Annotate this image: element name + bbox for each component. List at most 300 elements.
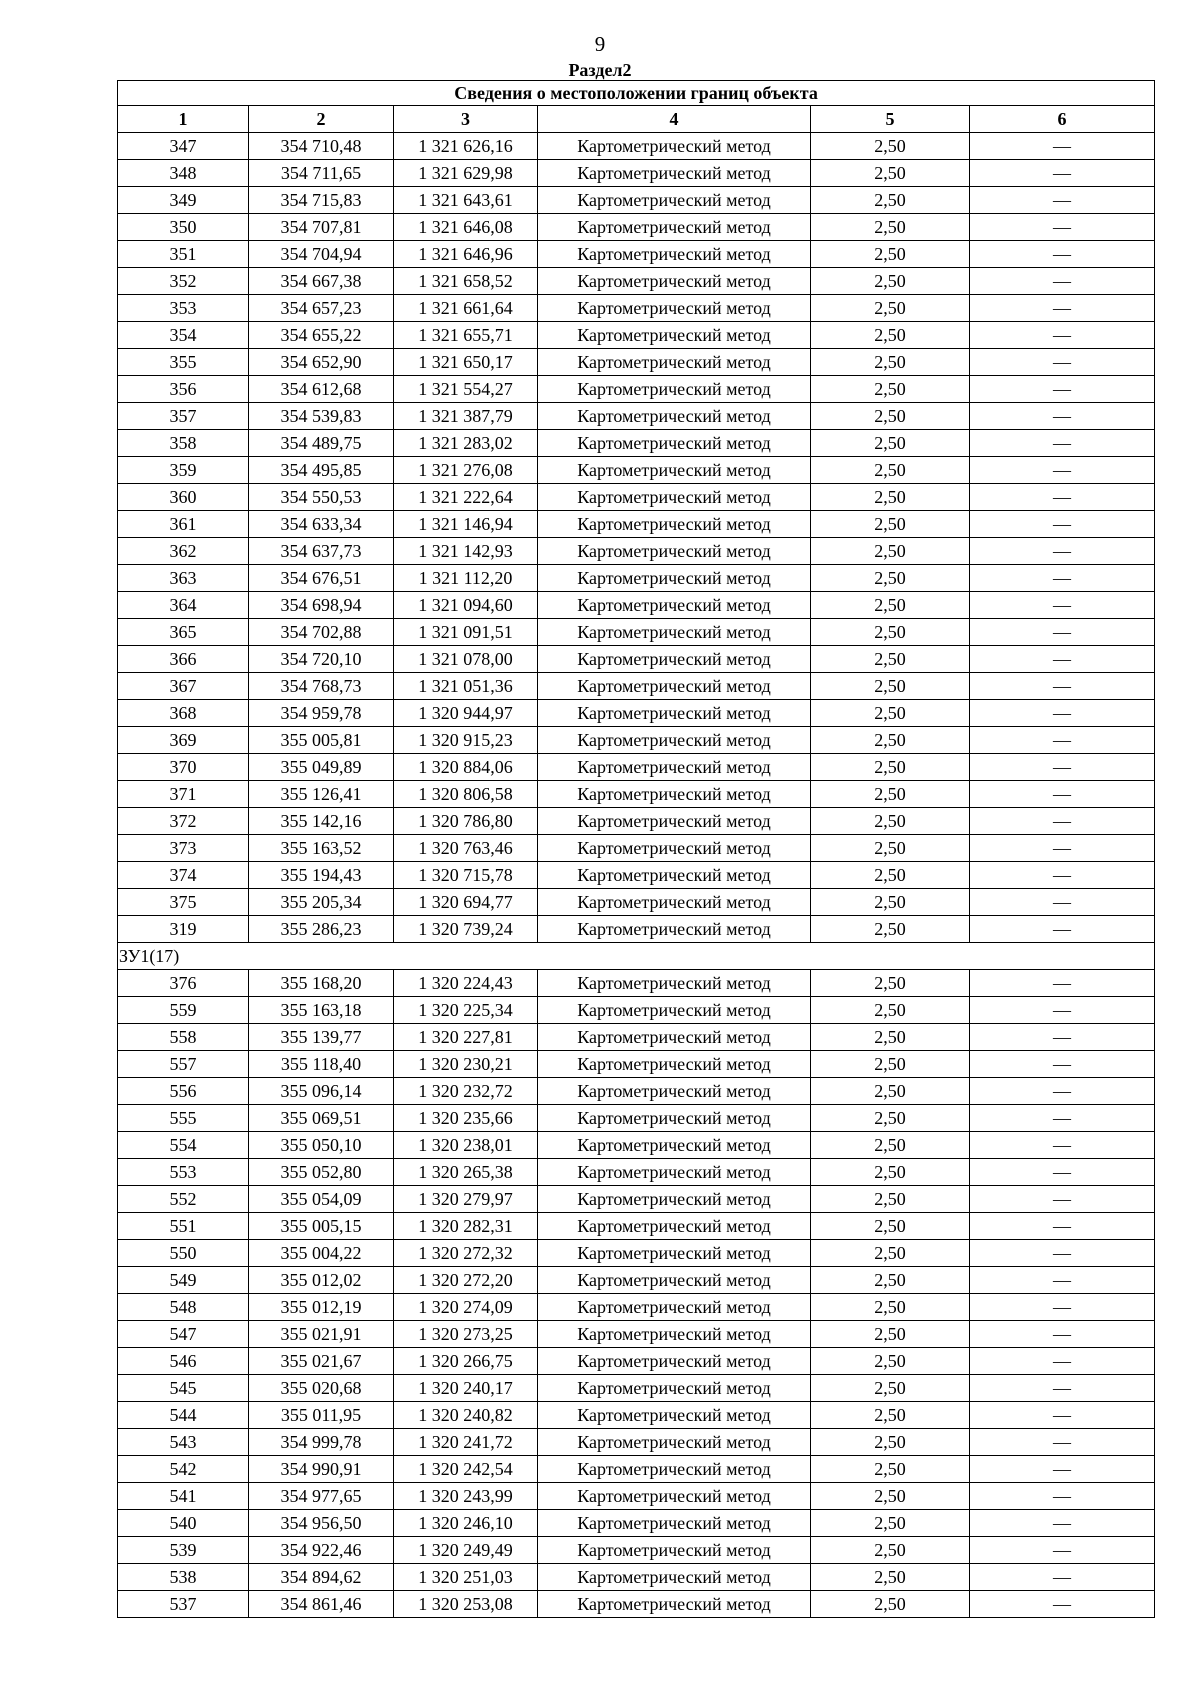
table-row bbox=[118, 484, 1155, 511]
point-number-cell: 557 bbox=[118, 1051, 249, 1078]
description-cell: — bbox=[970, 1078, 1155, 1105]
description-cell: — bbox=[970, 619, 1155, 646]
accuracy-cell: 2,50 bbox=[811, 295, 970, 322]
point-number-cell: 371 bbox=[118, 781, 249, 808]
description-cell: — bbox=[970, 1051, 1155, 1078]
x-coordinate-cell: 354 652,90 bbox=[249, 349, 394, 376]
table-row bbox=[118, 1078, 1155, 1105]
table-row bbox=[118, 889, 1155, 916]
x-coordinate-cell: 355 011,95 bbox=[249, 1402, 394, 1429]
y-coordinate-cell: 1 321 091,51 bbox=[394, 619, 538, 646]
point-number-cell: 349 bbox=[118, 187, 249, 214]
y-coordinate-cell: 1 321 146,94 bbox=[394, 511, 538, 538]
description-cell: — bbox=[970, 835, 1155, 862]
y-coordinate-cell: 1 320 265,38 bbox=[394, 1159, 538, 1186]
table-row bbox=[118, 1051, 1155, 1078]
table-row bbox=[118, 781, 1155, 808]
point-number-cell: 370 bbox=[118, 754, 249, 781]
accuracy-cell: 2,50 bbox=[811, 241, 970, 268]
x-coordinate-cell: 355 021,91 bbox=[249, 1321, 394, 1348]
accuracy-cell: 2,50 bbox=[811, 1159, 970, 1186]
x-coordinate-cell: 354 710,48 bbox=[249, 133, 394, 160]
x-coordinate-cell: 354 711,65 bbox=[249, 160, 394, 187]
group-label: ЗУ1(17) bbox=[118, 943, 1155, 970]
accuracy-cell: 2,50 bbox=[811, 646, 970, 673]
x-coordinate-cell: 355 096,14 bbox=[249, 1078, 394, 1105]
description-cell: — bbox=[970, 403, 1155, 430]
y-coordinate-cell: 1 320 232,72 bbox=[394, 1078, 538, 1105]
y-coordinate-cell: 1 320 253,08 bbox=[394, 1591, 538, 1618]
table-row bbox=[118, 1321, 1155, 1348]
method-cell: Картометрический метод bbox=[538, 187, 811, 214]
description-cell: — bbox=[970, 997, 1155, 1024]
x-coordinate-cell: 354 698,94 bbox=[249, 592, 394, 619]
accuracy-cell: 2,50 bbox=[811, 349, 970, 376]
table-row bbox=[118, 916, 1155, 943]
method-cell: Картометрический метод bbox=[538, 970, 811, 997]
y-coordinate-cell: 1 320 227,81 bbox=[394, 1024, 538, 1051]
y-coordinate-cell: 1 321 142,93 bbox=[394, 538, 538, 565]
table-row bbox=[118, 673, 1155, 700]
description-cell: — bbox=[970, 592, 1155, 619]
method-cell: Картометрический метод bbox=[538, 1186, 811, 1213]
accuracy-cell: 2,50 bbox=[811, 1078, 970, 1105]
table-row bbox=[118, 160, 1155, 187]
y-coordinate-cell: 1 320 282,31 bbox=[394, 1213, 538, 1240]
point-number-cell: 350 bbox=[118, 214, 249, 241]
method-cell: Картометрический метод bbox=[538, 889, 811, 916]
y-coordinate-cell: 1 320 246,10 bbox=[394, 1510, 538, 1537]
x-coordinate-cell: 355 286,23 bbox=[249, 916, 394, 943]
description-cell: — bbox=[970, 187, 1155, 214]
y-coordinate-cell: 1 320 274,09 bbox=[394, 1294, 538, 1321]
y-coordinate-cell: 1 320 944,97 bbox=[394, 700, 538, 727]
y-coordinate-cell: 1 321 661,64 bbox=[394, 295, 538, 322]
description-cell: — bbox=[970, 1186, 1155, 1213]
table-row bbox=[118, 1375, 1155, 1402]
table-row bbox=[118, 349, 1155, 376]
method-cell: Картометрический метод bbox=[538, 538, 811, 565]
point-number-cell: 547 bbox=[118, 1321, 249, 1348]
point-number-cell: 552 bbox=[118, 1186, 249, 1213]
method-cell: Картометрический метод bbox=[538, 1375, 811, 1402]
y-coordinate-cell: 1 320 235,66 bbox=[394, 1105, 538, 1132]
accuracy-cell: 2,50 bbox=[811, 538, 970, 565]
point-number-cell: 539 bbox=[118, 1537, 249, 1564]
accuracy-cell: 2,50 bbox=[811, 808, 970, 835]
table-row bbox=[118, 511, 1155, 538]
table-row bbox=[118, 403, 1155, 430]
point-number-cell: 549 bbox=[118, 1267, 249, 1294]
point-number-cell: 376 bbox=[118, 970, 249, 997]
point-number-cell: 319 bbox=[118, 916, 249, 943]
point-number-cell: 555 bbox=[118, 1105, 249, 1132]
x-coordinate-cell: 354 956,50 bbox=[249, 1510, 394, 1537]
description-cell: — bbox=[970, 160, 1155, 187]
y-coordinate-cell: 1 320 715,78 bbox=[394, 862, 538, 889]
method-cell: Картометрический метод bbox=[538, 1429, 811, 1456]
method-cell: Картометрический метод bbox=[538, 403, 811, 430]
method-cell: Картометрический метод bbox=[538, 376, 811, 403]
point-number-cell: 354 bbox=[118, 322, 249, 349]
table-caption-row bbox=[118, 81, 1155, 106]
y-coordinate-cell: 1 320 249,49 bbox=[394, 1537, 538, 1564]
accuracy-cell: 2,50 bbox=[811, 1186, 970, 1213]
x-coordinate-cell: 354 704,94 bbox=[249, 241, 394, 268]
table-row bbox=[118, 808, 1155, 835]
accuracy-cell: 2,50 bbox=[811, 511, 970, 538]
accuracy-cell: 2,50 bbox=[811, 133, 970, 160]
table-row bbox=[118, 1213, 1155, 1240]
accuracy-cell: 2,50 bbox=[811, 1240, 970, 1267]
point-number-cell: 369 bbox=[118, 727, 249, 754]
x-coordinate-cell: 354 922,46 bbox=[249, 1537, 394, 1564]
description-cell: — bbox=[970, 1483, 1155, 1510]
accuracy-cell: 2,50 bbox=[811, 1429, 970, 1456]
x-coordinate-cell: 354 657,23 bbox=[249, 295, 394, 322]
x-coordinate-cell: 354 676,51 bbox=[249, 565, 394, 592]
y-coordinate-cell: 1 320 241,72 bbox=[394, 1429, 538, 1456]
description-cell: — bbox=[970, 349, 1155, 376]
table-row bbox=[118, 457, 1155, 484]
accuracy-cell: 2,50 bbox=[811, 889, 970, 916]
description-cell: — bbox=[970, 322, 1155, 349]
x-coordinate-cell: 354 633,34 bbox=[249, 511, 394, 538]
x-coordinate-cell: 354 861,46 bbox=[249, 1591, 394, 1618]
table-row bbox=[118, 1591, 1155, 1618]
table-row bbox=[118, 1537, 1155, 1564]
method-cell: Картометрический метод bbox=[538, 835, 811, 862]
description-cell: — bbox=[970, 889, 1155, 916]
table-row bbox=[118, 1132, 1155, 1159]
point-number-cell: 543 bbox=[118, 1429, 249, 1456]
table-row bbox=[118, 1105, 1155, 1132]
accuracy-cell: 2,50 bbox=[811, 835, 970, 862]
y-coordinate-cell: 1 320 225,34 bbox=[394, 997, 538, 1024]
point-number-cell: 361 bbox=[118, 511, 249, 538]
description-cell: — bbox=[970, 1024, 1155, 1051]
description-cell: — bbox=[970, 646, 1155, 673]
method-cell: Картометрический метод bbox=[538, 1105, 811, 1132]
y-coordinate-cell: 1 320 786,80 bbox=[394, 808, 538, 835]
column-number-row bbox=[118, 106, 1155, 133]
method-cell: Картометрический метод bbox=[538, 511, 811, 538]
x-coordinate-cell: 354 999,78 bbox=[249, 1429, 394, 1456]
y-coordinate-cell: 1 320 230,21 bbox=[394, 1051, 538, 1078]
method-cell: Картометрический метод bbox=[538, 700, 811, 727]
y-coordinate-cell: 1 320 915,23 bbox=[394, 727, 538, 754]
x-coordinate-cell: 354 768,73 bbox=[249, 673, 394, 700]
method-cell: Картометрический метод bbox=[538, 916, 811, 943]
accuracy-cell: 2,50 bbox=[811, 1132, 970, 1159]
point-number-cell: 538 bbox=[118, 1564, 249, 1591]
column-number-5: 5 bbox=[811, 106, 970, 133]
accuracy-cell: 2,50 bbox=[811, 457, 970, 484]
column-number-6: 6 bbox=[970, 106, 1155, 133]
method-cell: Картометрический метод bbox=[538, 1240, 811, 1267]
accuracy-cell: 2,50 bbox=[811, 1591, 970, 1618]
method-cell: Картометрический метод bbox=[538, 1078, 811, 1105]
x-coordinate-cell: 355 163,18 bbox=[249, 997, 394, 1024]
y-coordinate-cell: 1 320 243,99 bbox=[394, 1483, 538, 1510]
point-number-cell: 358 bbox=[118, 430, 249, 457]
accuracy-cell: 2,50 bbox=[811, 565, 970, 592]
accuracy-cell: 2,50 bbox=[811, 1456, 970, 1483]
y-coordinate-cell: 1 321 626,16 bbox=[394, 133, 538, 160]
point-number-cell: 363 bbox=[118, 565, 249, 592]
accuracy-cell: 2,50 bbox=[811, 376, 970, 403]
x-coordinate-cell: 355 194,43 bbox=[249, 862, 394, 889]
table-row bbox=[118, 1429, 1155, 1456]
y-coordinate-cell: 1 321 094,60 bbox=[394, 592, 538, 619]
method-cell: Картометрический метод bbox=[538, 430, 811, 457]
accuracy-cell: 2,50 bbox=[811, 160, 970, 187]
point-number-cell: 372 bbox=[118, 808, 249, 835]
x-coordinate-cell: 355 012,19 bbox=[249, 1294, 394, 1321]
accuracy-cell: 2,50 bbox=[811, 997, 970, 1024]
point-number-cell: 365 bbox=[118, 619, 249, 646]
description-cell: — bbox=[970, 565, 1155, 592]
table-row bbox=[118, 1240, 1155, 1267]
table-row bbox=[118, 1294, 1155, 1321]
point-number-cell: 359 bbox=[118, 457, 249, 484]
description-cell: — bbox=[970, 1375, 1155, 1402]
point-number-cell: 373 bbox=[118, 835, 249, 862]
boundary-coordinates-table bbox=[117, 80, 1155, 1618]
y-coordinate-cell: 1 320 884,06 bbox=[394, 754, 538, 781]
column-number-2: 2 bbox=[249, 106, 394, 133]
method-cell: Картометрический метод bbox=[538, 1591, 811, 1618]
y-coordinate-cell: 1 320 238,01 bbox=[394, 1132, 538, 1159]
point-number-cell: 367 bbox=[118, 673, 249, 700]
accuracy-cell: 2,50 bbox=[811, 322, 970, 349]
accuracy-cell: 2,50 bbox=[811, 403, 970, 430]
description-cell: — bbox=[970, 538, 1155, 565]
description-cell: — bbox=[970, 1402, 1155, 1429]
description-cell: — bbox=[970, 1591, 1155, 1618]
point-number-cell: 366 bbox=[118, 646, 249, 673]
section-title: Раздел2 bbox=[568, 60, 632, 80]
table-row bbox=[118, 1402, 1155, 1429]
x-coordinate-cell: 355 012,02 bbox=[249, 1267, 394, 1294]
table-row bbox=[118, 538, 1155, 565]
x-coordinate-cell: 354 702,88 bbox=[249, 619, 394, 646]
method-cell: Картометрический метод bbox=[538, 1483, 811, 1510]
accuracy-cell: 2,50 bbox=[811, 1375, 970, 1402]
accuracy-cell: 2,50 bbox=[811, 1483, 970, 1510]
description-cell: — bbox=[970, 1132, 1155, 1159]
x-coordinate-cell: 355 005,81 bbox=[249, 727, 394, 754]
point-number-cell: 554 bbox=[118, 1132, 249, 1159]
method-cell: Картометрический метод bbox=[538, 781, 811, 808]
description-cell: — bbox=[970, 1213, 1155, 1240]
method-cell: Картометрический метод bbox=[538, 646, 811, 673]
description-cell: — bbox=[970, 430, 1155, 457]
y-coordinate-cell: 1 321 655,71 bbox=[394, 322, 538, 349]
accuracy-cell: 2,50 bbox=[811, 862, 970, 889]
x-coordinate-cell: 355 049,89 bbox=[249, 754, 394, 781]
method-cell: Картометрический метод bbox=[538, 349, 811, 376]
method-cell: Картометрический метод bbox=[538, 1456, 811, 1483]
accuracy-cell: 2,50 bbox=[811, 781, 970, 808]
x-coordinate-cell: 354 655,22 bbox=[249, 322, 394, 349]
description-cell: — bbox=[970, 808, 1155, 835]
x-coordinate-cell: 354 495,85 bbox=[249, 457, 394, 484]
method-cell: Картометрический метод bbox=[538, 1321, 811, 1348]
y-coordinate-cell: 1 321 646,96 bbox=[394, 241, 538, 268]
table-row bbox=[118, 619, 1155, 646]
column-number-3: 3 bbox=[394, 106, 538, 133]
accuracy-cell: 2,50 bbox=[811, 754, 970, 781]
y-coordinate-cell: 1 320 251,03 bbox=[394, 1564, 538, 1591]
accuracy-cell: 2,50 bbox=[811, 1564, 970, 1591]
description-cell: — bbox=[970, 916, 1155, 943]
x-coordinate-cell: 355 142,16 bbox=[249, 808, 394, 835]
point-number-cell: 546 bbox=[118, 1348, 249, 1375]
description-cell: — bbox=[970, 673, 1155, 700]
x-coordinate-cell: 355 139,77 bbox=[249, 1024, 394, 1051]
description-cell: — bbox=[970, 1456, 1155, 1483]
method-cell: Картометрический метод bbox=[538, 592, 811, 619]
accuracy-cell: 2,50 bbox=[811, 1402, 970, 1429]
method-cell: Картометрический метод bbox=[538, 754, 811, 781]
point-number-cell: 545 bbox=[118, 1375, 249, 1402]
point-number-cell: 364 bbox=[118, 592, 249, 619]
description-cell: — bbox=[970, 268, 1155, 295]
table-row bbox=[118, 997, 1155, 1024]
description-cell: — bbox=[970, 781, 1155, 808]
description-cell: — bbox=[970, 1537, 1155, 1564]
point-number-cell: 356 bbox=[118, 376, 249, 403]
description-cell: — bbox=[970, 1429, 1155, 1456]
table-caption: Сведения о местоположении границ объекта bbox=[118, 81, 1155, 106]
method-cell: Картометрический метод bbox=[538, 160, 811, 187]
accuracy-cell: 2,50 bbox=[811, 592, 970, 619]
description-cell: — bbox=[970, 295, 1155, 322]
x-coordinate-cell: 355 168,20 bbox=[249, 970, 394, 997]
table-row bbox=[118, 835, 1155, 862]
x-coordinate-cell: 354 959,78 bbox=[249, 700, 394, 727]
accuracy-cell: 2,50 bbox=[811, 430, 970, 457]
table-row bbox=[118, 700, 1155, 727]
description-cell: — bbox=[970, 1564, 1155, 1591]
point-number-cell: 352 bbox=[118, 268, 249, 295]
y-coordinate-cell: 1 321 646,08 bbox=[394, 214, 538, 241]
point-number-cell: 348 bbox=[118, 160, 249, 187]
table-row bbox=[118, 241, 1155, 268]
point-number-cell: 541 bbox=[118, 1483, 249, 1510]
method-cell: Картометрический метод bbox=[538, 673, 811, 700]
x-coordinate-cell: 354 707,81 bbox=[249, 214, 394, 241]
accuracy-cell: 2,50 bbox=[811, 1321, 970, 1348]
table-row bbox=[118, 295, 1155, 322]
x-coordinate-cell: 354 612,68 bbox=[249, 376, 394, 403]
description-cell: — bbox=[970, 457, 1155, 484]
description-cell: — bbox=[970, 484, 1155, 511]
x-coordinate-cell: 355 050,10 bbox=[249, 1132, 394, 1159]
method-cell: Картометрический метод bbox=[538, 484, 811, 511]
table-row bbox=[118, 214, 1155, 241]
table-row bbox=[118, 1564, 1155, 1591]
table-row bbox=[118, 754, 1155, 781]
table-body bbox=[118, 81, 1155, 1618]
method-cell: Картометрический метод bbox=[538, 1348, 811, 1375]
point-number-cell: 559 bbox=[118, 997, 249, 1024]
description-cell: — bbox=[970, 1348, 1155, 1375]
x-coordinate-cell: 354 894,62 bbox=[249, 1564, 394, 1591]
point-number-cell: 553 bbox=[118, 1159, 249, 1186]
x-coordinate-cell: 355 163,52 bbox=[249, 835, 394, 862]
y-coordinate-cell: 1 321 629,98 bbox=[394, 160, 538, 187]
point-number-cell: 540 bbox=[118, 1510, 249, 1537]
description-cell: — bbox=[970, 1321, 1155, 1348]
point-number-cell: 374 bbox=[118, 862, 249, 889]
description-cell: — bbox=[970, 241, 1155, 268]
point-number-cell: 375 bbox=[118, 889, 249, 916]
accuracy-cell: 2,50 bbox=[811, 484, 970, 511]
y-coordinate-cell: 1 320 272,32 bbox=[394, 1240, 538, 1267]
description-cell: — bbox=[970, 133, 1155, 160]
x-coordinate-cell: 355 052,80 bbox=[249, 1159, 394, 1186]
y-coordinate-cell: 1 320 739,24 bbox=[394, 916, 538, 943]
x-coordinate-cell: 355 069,51 bbox=[249, 1105, 394, 1132]
method-cell: Картометрический метод bbox=[538, 214, 811, 241]
method-cell: Картометрический метод bbox=[538, 268, 811, 295]
table-row bbox=[118, 646, 1155, 673]
description-cell: — bbox=[970, 1105, 1155, 1132]
method-cell: Картометрический метод bbox=[538, 1294, 811, 1321]
column-number-4: 4 bbox=[538, 106, 811, 133]
table-row bbox=[118, 862, 1155, 889]
x-coordinate-cell: 354 550,53 bbox=[249, 484, 394, 511]
point-number-cell: 537 bbox=[118, 1591, 249, 1618]
x-coordinate-cell: 354 667,38 bbox=[249, 268, 394, 295]
y-coordinate-cell: 1 320 240,17 bbox=[394, 1375, 538, 1402]
point-number-cell: 347 bbox=[118, 133, 249, 160]
y-coordinate-cell: 1 321 643,61 bbox=[394, 187, 538, 214]
method-cell: Картометрический метод bbox=[538, 1402, 811, 1429]
y-coordinate-cell: 1 321 658,52 bbox=[394, 268, 538, 295]
accuracy-cell: 2,50 bbox=[811, 1294, 970, 1321]
table-row bbox=[118, 1159, 1155, 1186]
table-row bbox=[118, 268, 1155, 295]
y-coordinate-cell: 1 320 694,77 bbox=[394, 889, 538, 916]
accuracy-cell: 2,50 bbox=[811, 187, 970, 214]
x-coordinate-cell: 355 126,41 bbox=[249, 781, 394, 808]
method-cell: Картометрический метод bbox=[538, 862, 811, 889]
x-coordinate-cell: 354 489,75 bbox=[249, 430, 394, 457]
description-cell: — bbox=[970, 214, 1155, 241]
table-row bbox=[118, 187, 1155, 214]
table-row bbox=[118, 322, 1155, 349]
point-number-cell: 556 bbox=[118, 1078, 249, 1105]
method-cell: Картометрический метод bbox=[538, 1510, 811, 1537]
method-cell: Картометрический метод bbox=[538, 295, 811, 322]
table-row bbox=[118, 565, 1155, 592]
accuracy-cell: 2,50 bbox=[811, 1024, 970, 1051]
accuracy-cell: 2,50 bbox=[811, 268, 970, 295]
method-cell: Картометрический метод bbox=[538, 457, 811, 484]
point-number-cell: 542 bbox=[118, 1456, 249, 1483]
method-cell: Картометрический метод bbox=[538, 1051, 811, 1078]
description-cell: — bbox=[970, 376, 1155, 403]
accuracy-cell: 2,50 bbox=[811, 214, 970, 241]
accuracy-cell: 2,50 bbox=[811, 1510, 970, 1537]
x-coordinate-cell: 354 990,91 bbox=[249, 1456, 394, 1483]
y-coordinate-cell: 1 320 242,54 bbox=[394, 1456, 538, 1483]
description-cell: — bbox=[970, 1294, 1155, 1321]
x-coordinate-cell: 355 021,67 bbox=[249, 1348, 394, 1375]
